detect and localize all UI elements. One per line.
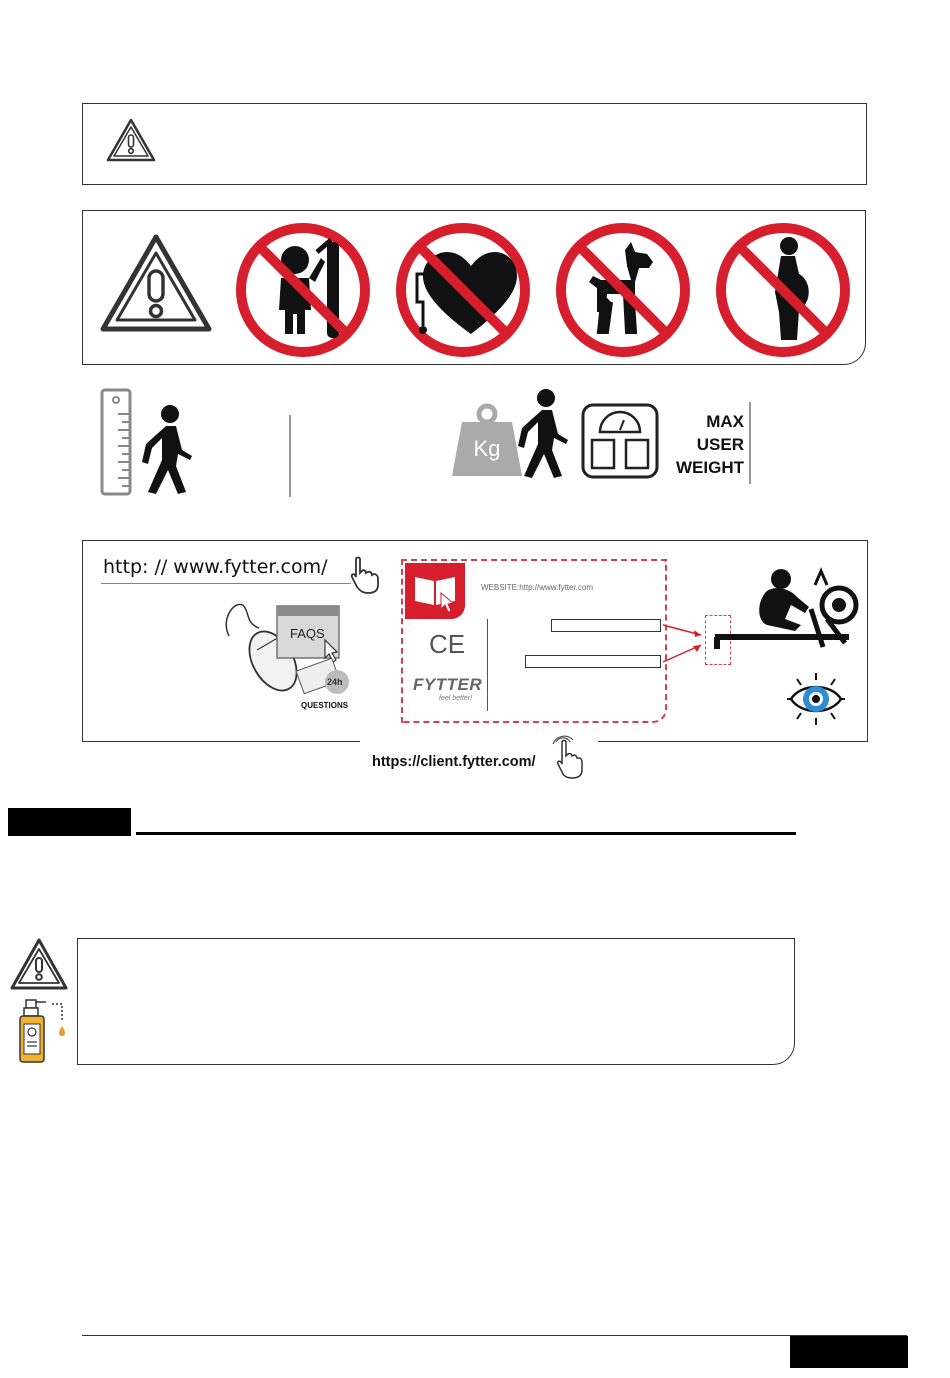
manual-book-icon bbox=[405, 563, 465, 619]
page-number-tab bbox=[790, 1336, 908, 1368]
url-underline bbox=[101, 583, 351, 584]
ce-mark: CE bbox=[429, 629, 466, 659]
divider bbox=[289, 415, 291, 497]
label-website-text: WEBSITE:http://www.fytter.com bbox=[481, 583, 594, 592]
label-separator bbox=[487, 619, 488, 711]
ruler-icon bbox=[100, 388, 132, 496]
faqs-label: FAQS bbox=[290, 626, 325, 641]
serial-field-2 bbox=[525, 655, 661, 668]
warning-triangle-icon bbox=[105, 116, 157, 164]
fytter-brand: FYTTER bbox=[413, 675, 483, 694]
serial-field-1 bbox=[551, 619, 661, 632]
prohibition-signs-box bbox=[82, 210, 866, 365]
no-pacemaker-sign-icon bbox=[395, 222, 531, 358]
eye-icon bbox=[785, 671, 847, 727]
divider bbox=[749, 402, 751, 484]
section-header-tab bbox=[8, 808, 131, 836]
cleaning-warning-box bbox=[77, 938, 795, 1065]
footer-rule bbox=[82, 1335, 907, 1336]
badge-24h: 24h bbox=[327, 677, 343, 687]
client-url-link[interactable]: https://client.fytter.com/ bbox=[372, 754, 536, 770]
max-user-weight-line-3: WEIGHT bbox=[676, 458, 744, 477]
no-pets-sign-icon bbox=[555, 222, 691, 358]
website-url-link[interactable]: http: // www.fytter.com/ bbox=[103, 556, 328, 578]
bathroom-scale-icon bbox=[580, 402, 660, 480]
rowing-machine-icon bbox=[711, 563, 861, 655]
product-label-sticker bbox=[401, 559, 667, 723]
product-info-box bbox=[82, 540, 868, 742]
faqs-mouse-illustration bbox=[219, 596, 369, 708]
pointing-hand-icon bbox=[348, 555, 388, 595]
max-user-weight-line-1: MAX bbox=[706, 412, 744, 431]
warning-triangle-icon bbox=[97, 231, 215, 335]
pointer-arrows bbox=[661, 617, 709, 667]
max-user-weight-line-2: USER bbox=[696, 435, 744, 454]
kg-label: Kg bbox=[473, 436, 501, 461]
cleaning-spray-icon bbox=[18, 998, 72, 1064]
max-user-weight-label bbox=[660, 410, 744, 479]
warning-box-top bbox=[82, 103, 867, 185]
fytter-tagline: feel better! bbox=[439, 695, 473, 702]
no-pregnant-sign-icon bbox=[715, 222, 851, 358]
walking-person-icon bbox=[136, 404, 194, 496]
tap-hand-icon bbox=[550, 732, 584, 780]
warning-triangle-icon bbox=[8, 936, 70, 994]
section-header-rule bbox=[136, 832, 796, 835]
walking-person-icon bbox=[512, 388, 570, 480]
no-children-sign-icon bbox=[235, 222, 371, 358]
questions-label: QUESTIONS bbox=[301, 701, 349, 710]
